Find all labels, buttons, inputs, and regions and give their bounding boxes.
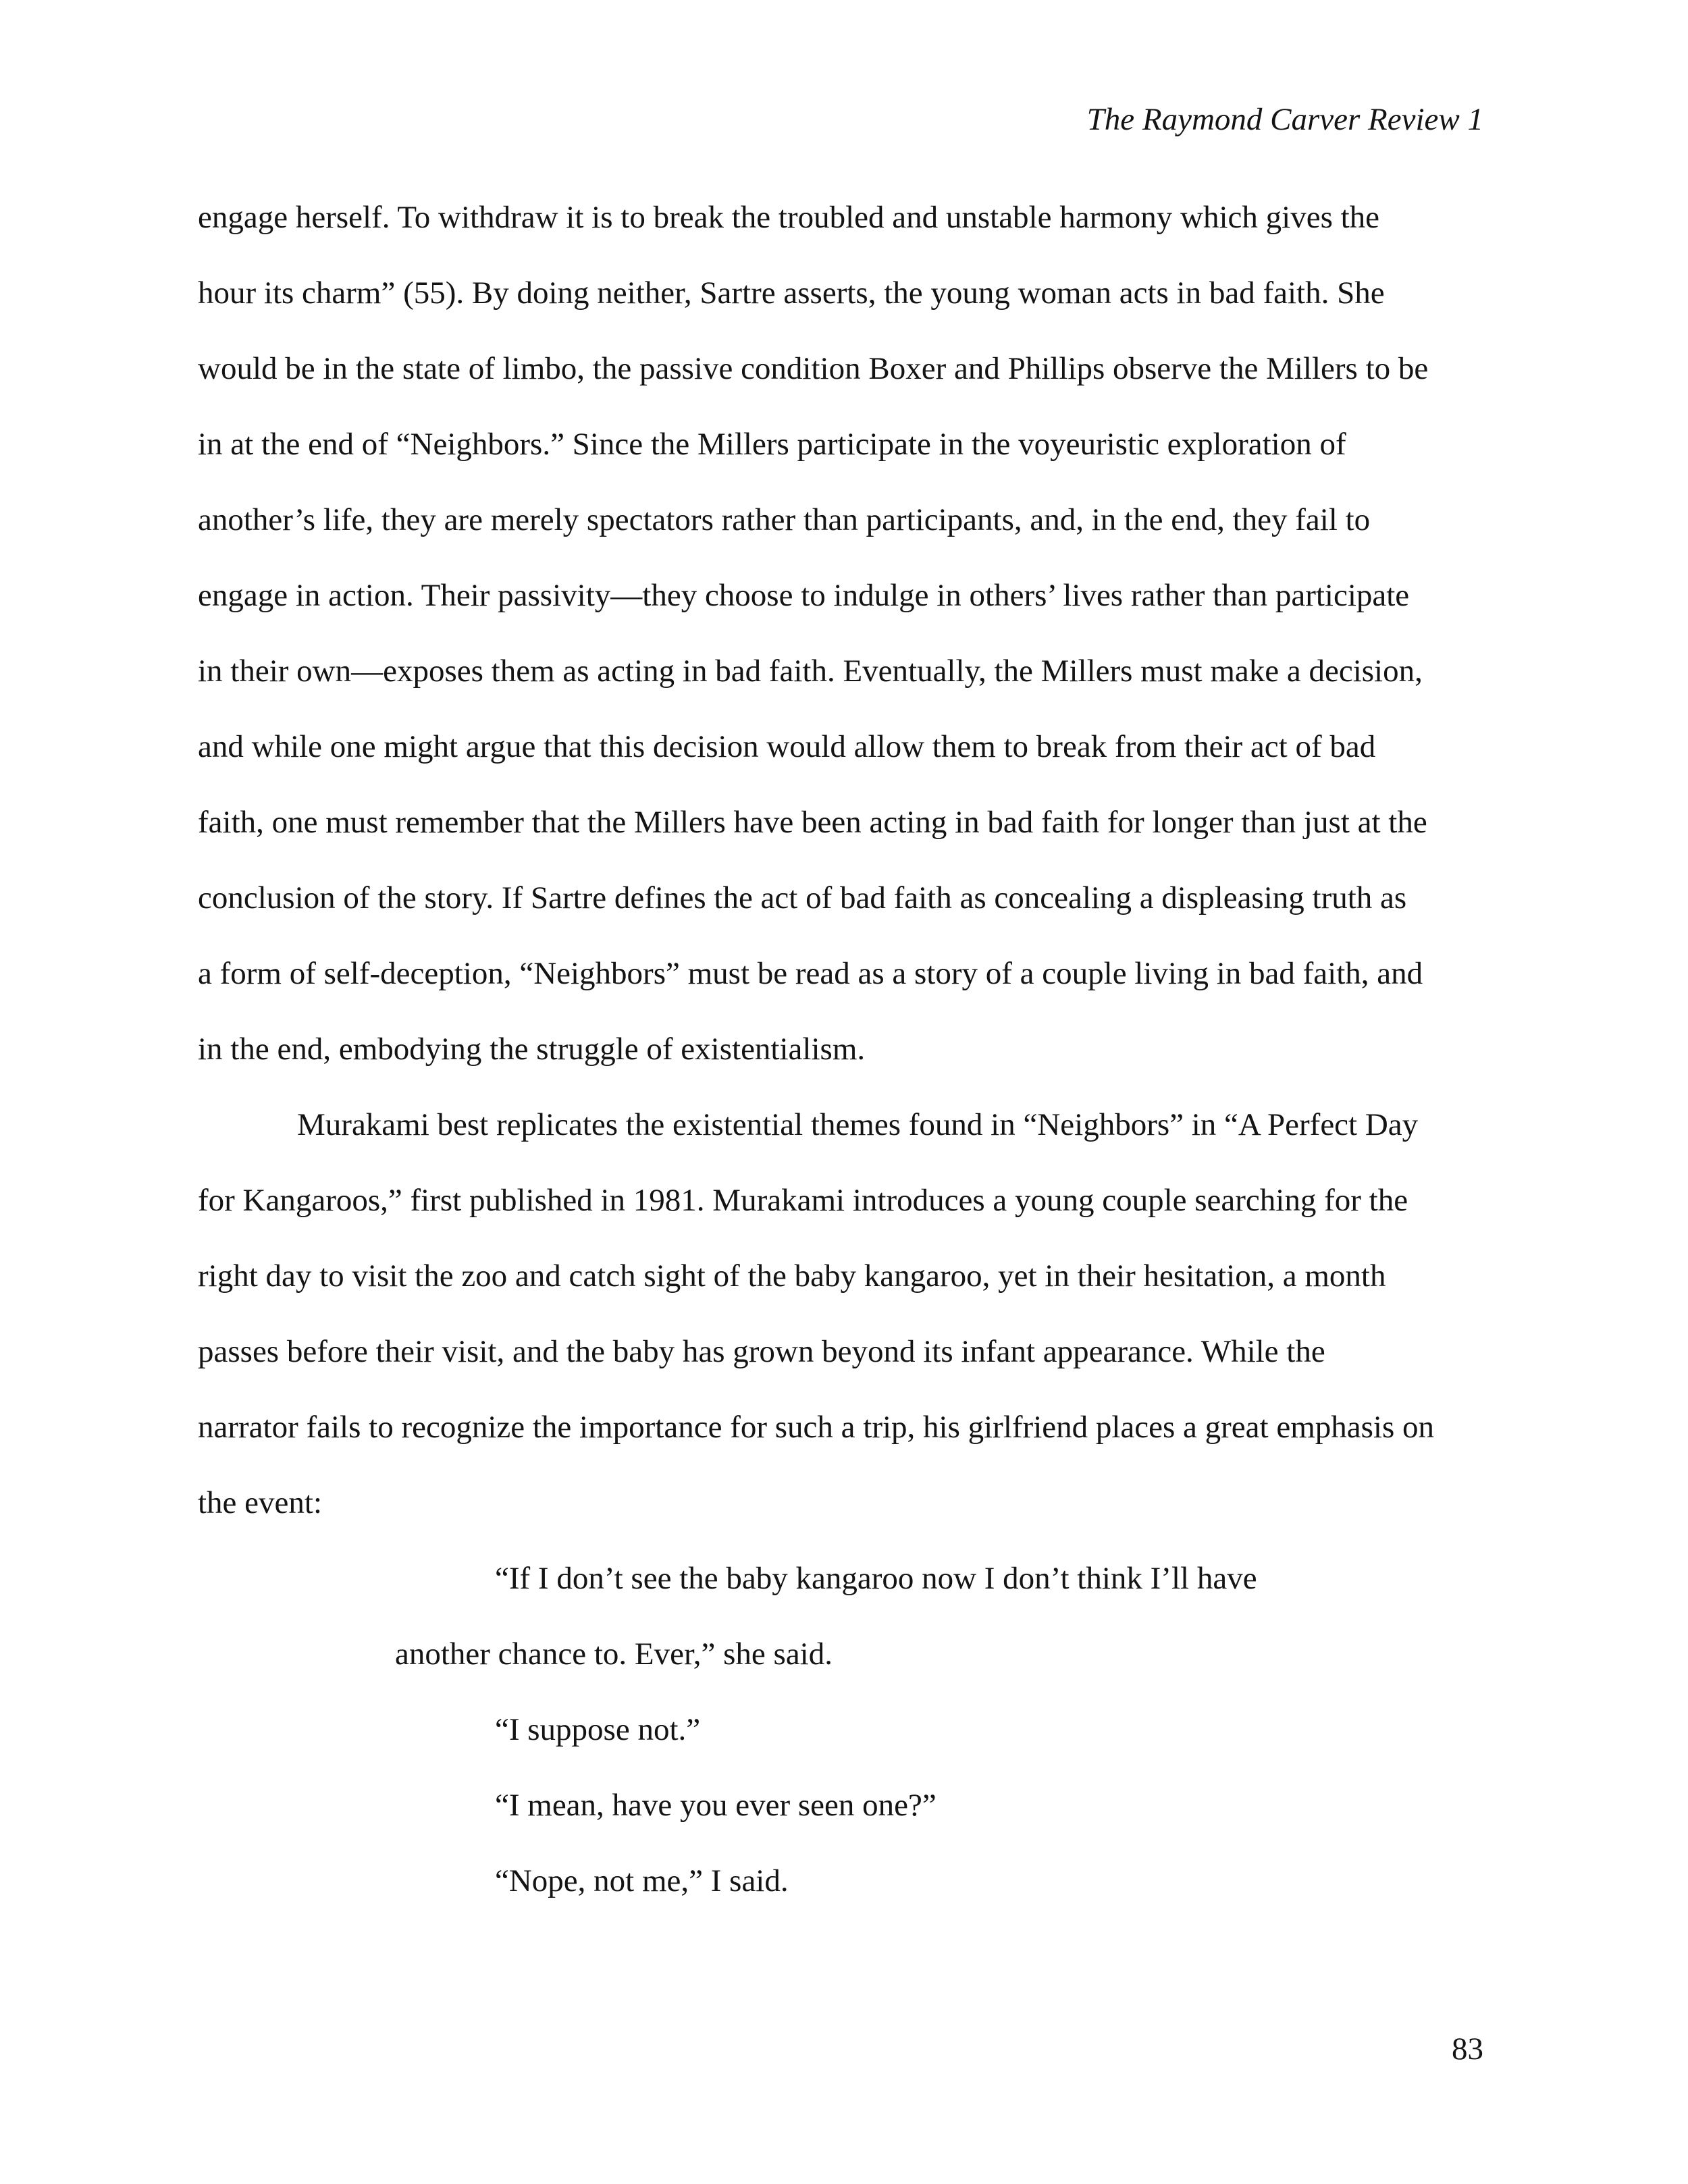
running-head: The Raymond Carver Review 1 [1086, 102, 1483, 137]
body-line: engage herself. To withdraw it is to break the troubled and unstable harmony which gives the [198, 200, 1380, 235]
body-line: would be in the state of limbo, the passive condition Boxer and Phillips observe the Millers to be [198, 351, 1429, 386]
block-quote-line: “I suppose not.” [495, 1712, 701, 1747]
block-quote-line: “I mean, have you ever seen one?” [495, 1788, 937, 1823]
body-line: right day to visit the zoo and catch sight of the baby kangaroo, yet in their hesitation, a month [198, 1258, 1386, 1294]
body-line: for Kangaroos,” first published in 1981. Murakami introduces a young couple searching for the [198, 1183, 1408, 1218]
body-line: passes before their visit, and the baby has grown beyond its infant appearance. While the [198, 1334, 1325, 1369]
body-line: hour its charm” (55). By doing neither, Sartre asserts, the young woman acts in bad faith. She [198, 275, 1385, 311]
body-line: engage in action. Their passivity—they choose to indulge in others’ lives rather than participate [198, 578, 1410, 613]
body-line: a form of self-deception, “Neighbors” must be read as a story of a couple living in bad faith, and [198, 956, 1423, 991]
block-quote-line: “If I don’t see the baby kangaroo now I don’t think I’ll have [495, 1561, 1257, 1596]
body-line: in at the end of “Neighbors.” Since the Millers participate in the voyeuristic exploration of [198, 427, 1346, 462]
block-quote-line: another chance to. Ever,” she said. [395, 1636, 833, 1672]
body-line: faith, one must remember that the Millers have been acting in bad faith for longer than just at the [198, 805, 1427, 840]
body-line: in their own—exposes them as acting in bad faith. Eventually, the Millers must make a decision, [198, 654, 1423, 689]
body-line: in the end, embodying the struggle of existentialism. [198, 1032, 866, 1067]
body-line: conclusion of the story. If Sartre defines the act of bad faith as concealing a displeasing truth as [198, 880, 1407, 915]
page-number: 83 [1452, 2031, 1483, 2067]
body-line: Murakami best replicates the existential themes found in “Neighbors” in “A Perfect Day [297, 1107, 1419, 1142]
body-line: narrator fails to recognize the importance for such a trip, his girlfriend places a great emphasis on [198, 1410, 1435, 1445]
body-line: and while one might argue that this decision would allow them to break from their act of bad [198, 729, 1376, 764]
body-line: the event: [198, 1485, 323, 1520]
body-line: another’s life, they are merely spectators rather than participants, and, in the end, they fail to [198, 502, 1371, 537]
block-quote-line: “Nope, not me,” I said. [495, 1863, 789, 1898]
